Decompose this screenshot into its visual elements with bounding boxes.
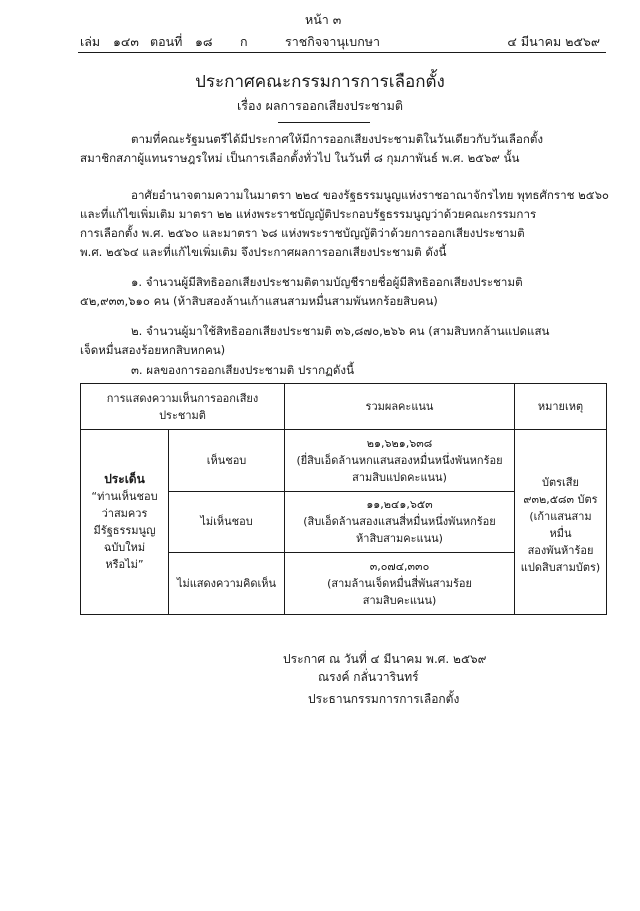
- vote-words: สามสิบแปดคะแนน): [352, 470, 447, 484]
- body-line: อาศัยอำนาจตามความในมาตรา ๒๒๔ ของรัฐธรรมนูญแห่งราชอาณาจักรไทย พุทธศักราช ๒๕๖๐: [131, 188, 610, 202]
- body-line: ๑. จำนวนผู้มีสิทธิออกเสียงประชามติตามบัญชีรายชื่อผู้มีสิทธิออกเสียงประชามติ: [131, 275, 523, 289]
- volume-number: ๑๔๓: [113, 34, 139, 49]
- body-line: เจ็ดหมื่นสองร้อยหกสิบหกคน): [80, 343, 226, 357]
- body-line: ๓. ผลของการออกเสียงประชามติ ปรากฏดังนี้: [131, 363, 355, 377]
- vote-words: (ยี่สิบเอ็ดล้านหกแสนสองหมื่นหนึ่งพันหกร้อย: [296, 453, 503, 467]
- page-number: หน้า ๓: [305, 12, 342, 27]
- vote-count: ๑๑,๒๔๑,๖๕๓: [366, 498, 433, 512]
- announcement-title: ประกาศคณะกรรมการการเลือกตั้ง: [195, 72, 445, 92]
- body-line: ตามที่คณะรัฐมนตรีได้มีประกาศให้มีการออกเสียงประชามติในวันเดียวกับวันเลือกตั้ง: [131, 132, 544, 146]
- vote-count: ๓,๐๗๔,๓๓๐: [369, 560, 430, 574]
- total-approve: [285, 430, 515, 492]
- signatory-position: ประธานกรรมการการเลือกตั้ง: [308, 692, 460, 706]
- vote-count: ๒๑,๖๒๑,๖๓๘: [366, 436, 433, 450]
- header-opinion: การแสดงความเห็นการออกเสียง ประชามติ: [81, 384, 285, 430]
- option-disapprove: ไม่เห็นชอบ: [169, 491, 285, 553]
- total-no-opinion: [285, 553, 515, 615]
- announcement-subject: เรื่อง ผลการออกเสียงประชามติ: [237, 98, 403, 113]
- issue-line: หรือไม่”: [105, 558, 144, 571]
- remark-cell: บัตรเสีย ๙๓๒,๕๘๓ บัตร (เก้าแสนสามหมื่น สองพันห้าร้อย แปดสิบสามบัตร): [515, 430, 607, 615]
- header-date: ๔ มีนาคม ๒๕๖๙: [507, 34, 600, 49]
- header-remark: หมายเหตุ: [515, 384, 607, 430]
- issue-line: “ท่านเห็นชอบ: [91, 490, 158, 503]
- option-approve: เห็นชอบ: [169, 430, 285, 492]
- vote-words: ห้าสิบสามคะแนน): [356, 532, 443, 546]
- issue-title: ประเด็น: [104, 472, 145, 486]
- body-line: และที่แก้ไขเพิ่มเติม มาตรา ๒๒ แห่งพระราชบัญญัติประกอบรัฐธรรมนูญว่าด้วยคณะกรรมการ: [80, 207, 537, 221]
- section-label: ตอนที่: [150, 34, 183, 49]
- gazette-name: ราชกิจจานุเบกษา: [285, 34, 381, 49]
- table-header-row: [81, 384, 607, 430]
- body-line: การเลือกตั้ง พ.ศ. ๒๕๖๐ และมาตรา ๖๘ แห่งพระราชบัญญัติว่าด้วยการออกเสียงประชามติ: [80, 226, 525, 240]
- issue-line: ว่าสมควร: [101, 507, 148, 520]
- body-line: ๕๒,๙๓๓,๖๑๐ คน (ห้าสิบสองล้านเก้าแสนสามหมื่นสามพันหกร้อยสิบคน): [80, 294, 438, 308]
- header-total: รวมผลคะแนน: [285, 384, 515, 430]
- header-rule: [78, 52, 606, 53]
- section-letter: ก: [240, 34, 248, 49]
- section-number: ๑๘: [195, 34, 213, 49]
- signatory-name: ณรงค์ กลั่นวารินทร์: [318, 670, 419, 684]
- results-table: [80, 383, 607, 615]
- body-line: พ.ศ. ๒๕๖๔ และที่แก้ไขเพิ่มเติม จึงประกาศผลการออกเสียงประชามติ ดังนี้: [80, 245, 447, 259]
- table-row: [81, 430, 607, 492]
- volume-label: เล่ม: [80, 34, 101, 49]
- title-underline: [278, 122, 370, 123]
- issue-cell: [81, 430, 169, 615]
- issue-line: มีรัฐธรรมนูญ: [93, 524, 156, 537]
- signature-date: ประกาศ ณ วันที่ ๔ มีนาคม พ.ศ. ๒๕๖๙: [283, 652, 487, 666]
- issue-line: ฉบับใหม่: [103, 541, 146, 554]
- total-disapprove: [285, 491, 515, 553]
- option-no-opinion: ไม่แสดงความคิดเห็น: [169, 553, 285, 615]
- vote-words: (สามล้านเจ็ดหมื่นสี่พันสามร้อย: [327, 577, 472, 591]
- body-line: สมาชิกสภาผู้แทนราษฎรใหม่ เป็นการเลือกตั้งทั่วไป ในวันที่ ๘ กุมภาพันธ์ พ.ศ. ๒๕๖๙ นั้น: [80, 151, 520, 165]
- body-line: ๒. จำนวนผู้มาใช้สิทธิออกเสียงประชามติ ๓๖,๘๗๐,๒๖๖ คน (สามสิบหกล้านแปดแสน: [131, 324, 550, 338]
- vote-words: (สิบเอ็ดล้านสองแสนสี่หมื่นหนึ่งพันหกร้อย: [303, 515, 496, 529]
- vote-words: สามสิบคะแนน): [362, 594, 437, 608]
